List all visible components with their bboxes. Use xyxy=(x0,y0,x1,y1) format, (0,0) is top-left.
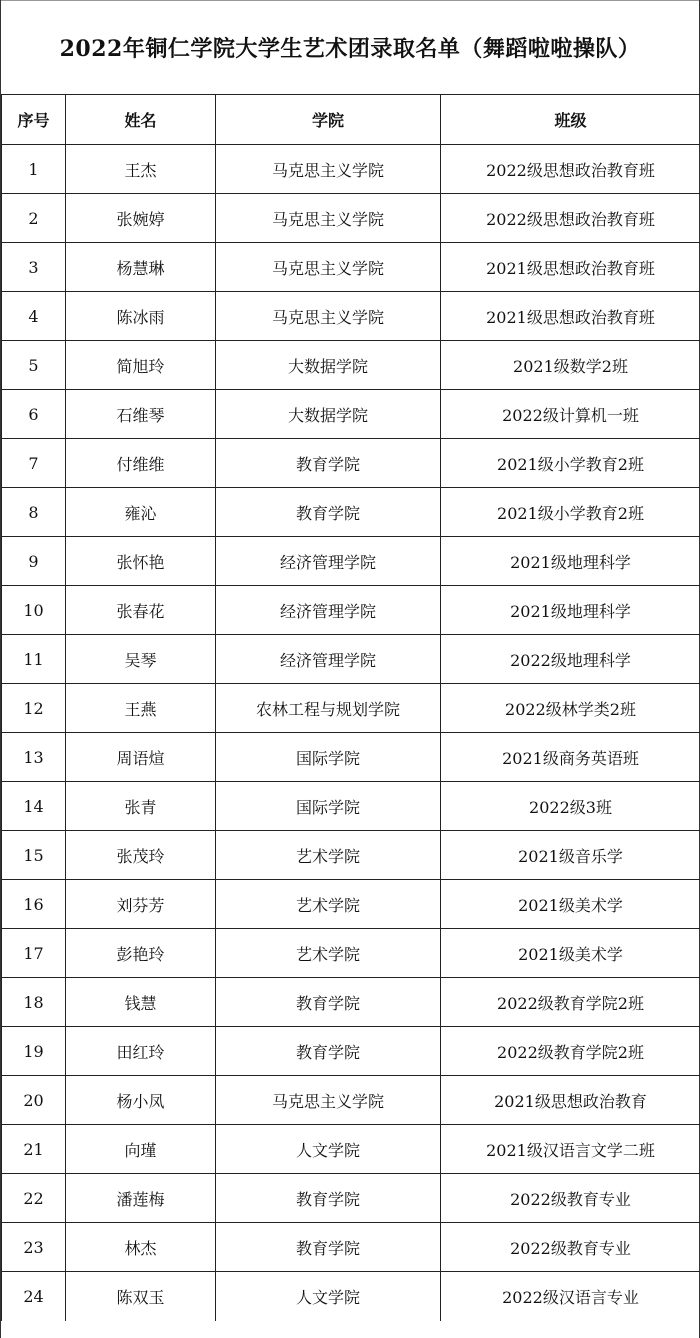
page-title: 2022年铜仁学院大学生艺术团录取名单（舞蹈啦啦操队） xyxy=(59,36,641,62)
cell-class: 2022级林学类2班 xyxy=(441,684,700,733)
cell-no: 11 xyxy=(2,635,66,684)
cell-no: 24 xyxy=(2,1272,66,1321)
column-header-class: 班级 xyxy=(441,95,700,145)
cell-class: 2021级地理科学 xyxy=(441,537,700,586)
cell-class: 2022级3班 xyxy=(441,782,700,831)
table-row xyxy=(2,488,700,537)
cell-name: 简旭玲 xyxy=(66,341,216,390)
cell-name: 张怀艳 xyxy=(66,537,216,586)
cell-college: 人文学院 xyxy=(216,1125,441,1174)
cell-no: 20 xyxy=(2,1076,66,1125)
cell-name: 向瑾 xyxy=(66,1125,216,1174)
cell-name: 钱慧 xyxy=(66,978,216,1027)
table-row xyxy=(2,782,700,831)
cell-no: 10 xyxy=(2,586,66,635)
column-header-name: 姓名 xyxy=(66,95,216,145)
table-row xyxy=(2,1027,700,1076)
cell-name: 陈冰雨 xyxy=(66,292,216,341)
cell-name: 陈双玉 xyxy=(66,1272,216,1321)
cell-college: 教育学院 xyxy=(216,439,441,488)
cell-college: 经济管理学院 xyxy=(216,586,441,635)
table-row xyxy=(2,1076,700,1125)
table-row xyxy=(2,733,700,782)
cell-name: 张青 xyxy=(66,782,216,831)
cell-no: 21 xyxy=(2,1125,66,1174)
cell-no: 3 xyxy=(2,243,66,292)
cell-college: 马克思主义学院 xyxy=(216,194,441,243)
cell-college: 农林工程与规划学院 xyxy=(216,684,441,733)
cell-no: 7 xyxy=(2,439,66,488)
cell-class: 2021级思想政治教育班 xyxy=(441,292,700,341)
cell-name: 石维琴 xyxy=(66,390,216,439)
table-header-row xyxy=(2,95,700,145)
cell-college: 艺术学院 xyxy=(216,880,441,929)
cell-name: 潘莲梅 xyxy=(66,1174,216,1223)
cell-class: 2022级计算机一班 xyxy=(441,390,700,439)
cell-class: 2021级音乐学 xyxy=(441,831,700,880)
table-row xyxy=(2,194,700,243)
cell-college: 马克思主义学院 xyxy=(216,243,441,292)
cell-class: 2021级美术学 xyxy=(441,880,700,929)
table-body xyxy=(2,145,700,1321)
table-row xyxy=(2,831,700,880)
cell-college: 马克思主义学院 xyxy=(216,292,441,341)
cell-name: 付维维 xyxy=(66,439,216,488)
cell-college: 教育学院 xyxy=(216,488,441,537)
cell-no: 22 xyxy=(2,1174,66,1223)
cell-no: 8 xyxy=(2,488,66,537)
table-row xyxy=(2,929,700,978)
cell-class: 2022级教育学院2班 xyxy=(441,978,700,1027)
cell-class: 2022级思想政治教育班 xyxy=(441,194,700,243)
cell-no: 19 xyxy=(2,1027,66,1076)
table-row xyxy=(2,243,700,292)
cell-college: 教育学院 xyxy=(216,978,441,1027)
cell-name: 张茂玲 xyxy=(66,831,216,880)
cell-class: 2021级思想政治教育 xyxy=(441,1076,700,1125)
cell-class: 2022级地理科学 xyxy=(441,635,700,684)
cell-college: 大数据学院 xyxy=(216,341,441,390)
cell-class: 2022级汉语言专业 xyxy=(441,1272,700,1321)
cell-no: 14 xyxy=(2,782,66,831)
cell-name: 杨慧琳 xyxy=(66,243,216,292)
column-header-college: 学院 xyxy=(216,95,441,145)
table-row xyxy=(2,978,700,1027)
cell-no: 23 xyxy=(2,1223,66,1272)
cell-name: 刘芬芳 xyxy=(66,880,216,929)
cell-class: 2021级美术学 xyxy=(441,929,700,978)
cell-class: 2022级教育学院2班 xyxy=(441,1027,700,1076)
cell-name: 王杰 xyxy=(66,145,216,194)
cell-no: 15 xyxy=(2,831,66,880)
cell-class: 2021级小学教育2班 xyxy=(441,439,700,488)
table-row xyxy=(2,1174,700,1223)
cell-college: 大数据学院 xyxy=(216,390,441,439)
table-row xyxy=(2,586,700,635)
cell-name: 张春花 xyxy=(66,586,216,635)
cell-name: 周语煊 xyxy=(66,733,216,782)
cell-college: 经济管理学院 xyxy=(216,635,441,684)
cell-name: 田红玲 xyxy=(66,1027,216,1076)
table-row xyxy=(2,880,700,929)
table-row xyxy=(2,1223,700,1272)
table-row xyxy=(2,684,700,733)
table-row xyxy=(2,145,700,194)
cell-class: 2021级小学教育2班 xyxy=(441,488,700,537)
cell-no: 18 xyxy=(2,978,66,1027)
title-bar xyxy=(1,0,699,94)
cell-name: 林杰 xyxy=(66,1223,216,1272)
cell-college: 人文学院 xyxy=(216,1272,441,1321)
cell-class: 2022级教育专业 xyxy=(441,1174,700,1223)
cell-college: 经济管理学院 xyxy=(216,537,441,586)
cell-no: 9 xyxy=(2,537,66,586)
column-header-no: 序号 xyxy=(2,95,66,145)
cell-class: 2021级思想政治教育班 xyxy=(441,243,700,292)
cell-no: 16 xyxy=(2,880,66,929)
table-row xyxy=(2,341,700,390)
cell-class: 2022级教育专业 xyxy=(441,1223,700,1272)
cell-no: 2 xyxy=(2,194,66,243)
cell-no: 6 xyxy=(2,390,66,439)
table-row xyxy=(2,390,700,439)
table-row xyxy=(2,439,700,488)
table-row xyxy=(2,1125,700,1174)
cell-no: 13 xyxy=(2,733,66,782)
cell-college: 艺术学院 xyxy=(216,831,441,880)
cell-name: 杨小凤 xyxy=(66,1076,216,1125)
cell-name: 彭艳玲 xyxy=(66,929,216,978)
table-row xyxy=(2,1272,700,1321)
cell-college: 国际学院 xyxy=(216,733,441,782)
cell-college: 教育学院 xyxy=(216,1027,441,1076)
cell-no: 1 xyxy=(2,145,66,194)
cell-college: 国际学院 xyxy=(216,782,441,831)
admission-table xyxy=(1,94,700,1321)
cell-class: 2021级地理科学 xyxy=(441,586,700,635)
cell-no: 4 xyxy=(2,292,66,341)
table-row xyxy=(2,635,700,684)
cell-college: 教育学院 xyxy=(216,1223,441,1272)
table-row xyxy=(2,292,700,341)
cell-class: 2021级数学2班 xyxy=(441,341,700,390)
cell-name: 吴琴 xyxy=(66,635,216,684)
cell-class: 2021级汉语言文学二班 xyxy=(441,1125,700,1174)
table-row xyxy=(2,537,700,586)
cell-name: 张婉婷 xyxy=(66,194,216,243)
cell-college: 马克思主义学院 xyxy=(216,1076,441,1125)
cell-college: 教育学院 xyxy=(216,1174,441,1223)
cell-no: 5 xyxy=(2,341,66,390)
cell-college: 艺术学院 xyxy=(216,929,441,978)
cell-college: 马克思主义学院 xyxy=(216,145,441,194)
cell-class: 2022级思想政治教育班 xyxy=(441,145,700,194)
cell-class: 2021级商务英语班 xyxy=(441,733,700,782)
cell-no: 17 xyxy=(2,929,66,978)
cell-name: 雍沁 xyxy=(66,488,216,537)
cell-no: 12 xyxy=(2,684,66,733)
cell-name: 王燕 xyxy=(66,684,216,733)
